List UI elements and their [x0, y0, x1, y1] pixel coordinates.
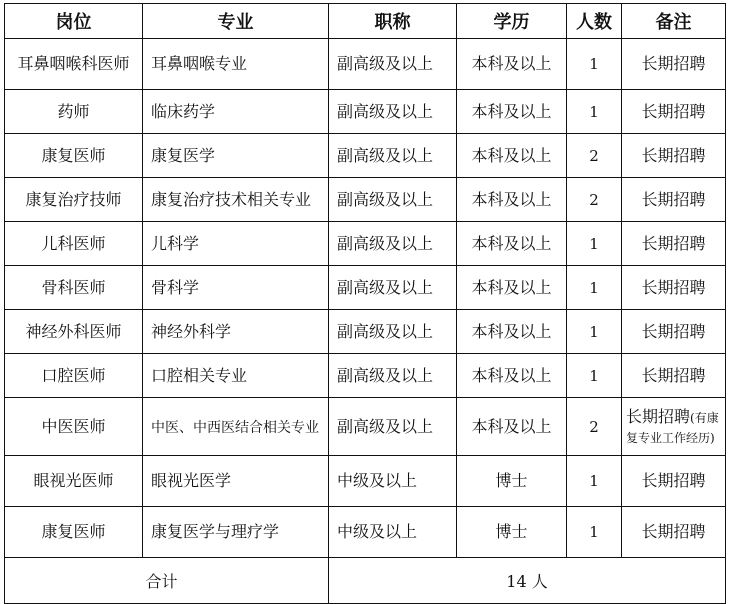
note-sub-text: (有康复专业工作经历)	[626, 411, 719, 445]
cell-title: 副高级及以上	[329, 178, 457, 222]
cell-title: 副高级及以上	[329, 310, 457, 354]
cell-count: 1	[567, 507, 622, 558]
cell-major: 耳鼻咽喉专业	[143, 39, 329, 90]
cell-title: 中级及以上	[329, 456, 457, 507]
header-position: 岗位	[5, 4, 143, 39]
cell-education: 本科及以上	[457, 310, 567, 354]
cell-position: 康复医师	[5, 134, 143, 178]
cell-major: 康复医学与理疗学	[143, 507, 329, 558]
cell-count: 2	[567, 134, 622, 178]
cell-count: 1	[567, 90, 622, 134]
cell-education: 本科及以上	[457, 134, 567, 178]
cell-major-text: 中医、中西医结合相关专业	[151, 419, 319, 436]
cell-position: 中医医师	[5, 398, 143, 456]
cell-major: 骨科学	[143, 266, 329, 310]
cell-count: 1	[567, 222, 622, 266]
cell-major	[143, 398, 329, 456]
cell-position: 神经外科医师	[5, 310, 143, 354]
cell-count: 2	[567, 178, 622, 222]
header-count: 人数	[567, 4, 622, 39]
table-row	[5, 178, 726, 222]
cell-education: 本科及以上	[457, 178, 567, 222]
cell-note: 长期招聘	[622, 222, 726, 266]
header-title: 职称	[329, 4, 457, 39]
cell-position: 骨科医师	[5, 266, 143, 310]
total-row	[5, 558, 726, 604]
cell-major: 临床药学	[143, 90, 329, 134]
cell-education: 本科及以上	[457, 266, 567, 310]
cell-position: 眼视光医师	[5, 456, 143, 507]
cell-major: 神经外科学	[143, 310, 329, 354]
cell-title: 副高级及以上	[329, 222, 457, 266]
table-row	[5, 398, 726, 456]
cell-note: 长期招聘	[622, 507, 726, 558]
cell-count: 1	[567, 354, 622, 398]
cell-education: 本科及以上	[457, 39, 567, 90]
header-note: 备注	[622, 4, 726, 39]
cell-note: 长期招聘	[622, 310, 726, 354]
cell-note	[622, 398, 726, 456]
cell-title: 副高级及以上	[329, 39, 457, 90]
cell-note: 长期招聘	[622, 266, 726, 310]
table-row	[5, 90, 726, 134]
cell-education: 本科及以上	[457, 90, 567, 134]
recruitment-table	[4, 3, 726, 604]
cell-note: 长期招聘	[622, 134, 726, 178]
cell-title: 中级及以上	[329, 507, 457, 558]
table-row	[5, 266, 726, 310]
cell-title: 副高级及以上	[329, 354, 457, 398]
cell-count: 1	[567, 310, 622, 354]
total-value: 14 人	[329, 558, 726, 604]
header-education: 学历	[457, 4, 567, 39]
cell-position: 康复医师	[5, 507, 143, 558]
cell-note: 长期招聘	[622, 39, 726, 90]
cell-major: 口腔相关专业	[143, 354, 329, 398]
table-row	[5, 354, 726, 398]
table-row	[5, 507, 726, 558]
cell-count: 1	[567, 39, 622, 90]
cell-education: 博士	[457, 456, 567, 507]
header-major: 专业	[143, 4, 329, 39]
cell-count: 1	[567, 456, 622, 507]
cell-major: 康复治疗技术相关专业	[143, 178, 329, 222]
recruitment-table-container	[4, 3, 726, 604]
table-row	[5, 310, 726, 354]
cell-note: 长期招聘	[622, 90, 726, 134]
cell-title: 副高级及以上	[329, 90, 457, 134]
cell-count: 1	[567, 266, 622, 310]
total-label: 合计	[5, 558, 329, 604]
cell-education: 博士	[457, 507, 567, 558]
cell-title: 副高级及以上	[329, 266, 457, 310]
cell-education: 本科及以上	[457, 222, 567, 266]
cell-title: 副高级及以上	[329, 398, 457, 456]
cell-major: 眼视光医学	[143, 456, 329, 507]
cell-position: 耳鼻咽喉科医师	[5, 39, 143, 90]
cell-note: 长期招聘	[622, 354, 726, 398]
cell-education: 本科及以上	[457, 354, 567, 398]
cell-count: 2	[567, 398, 622, 456]
table-row	[5, 134, 726, 178]
cell-position: 康复治疗技师	[5, 178, 143, 222]
table-row	[5, 456, 726, 507]
table-row	[5, 222, 726, 266]
cell-note: 长期招聘	[622, 178, 726, 222]
cell-major: 康复医学	[143, 134, 329, 178]
note-main-text: 长期招聘	[626, 407, 691, 427]
table-row	[5, 39, 726, 90]
cell-position: 药师	[5, 90, 143, 134]
cell-title: 副高级及以上	[329, 134, 457, 178]
table-header-row	[5, 4, 726, 39]
cell-note: 长期招聘	[622, 456, 726, 507]
cell-position: 儿科医师	[5, 222, 143, 266]
cell-education: 本科及以上	[457, 398, 567, 456]
cell-position: 口腔医师	[5, 354, 143, 398]
cell-major: 儿科学	[143, 222, 329, 266]
